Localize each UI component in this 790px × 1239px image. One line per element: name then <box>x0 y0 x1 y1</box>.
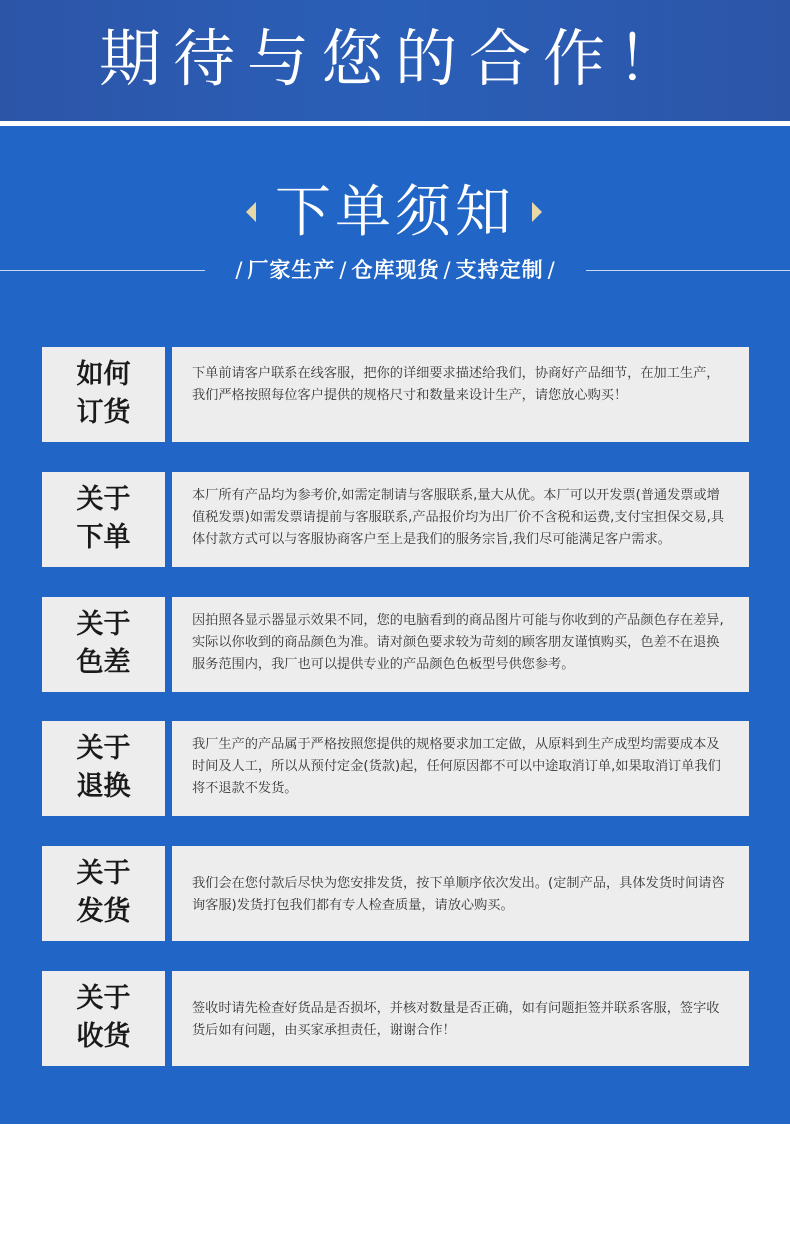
card-label <box>42 472 165 567</box>
card-label <box>42 721 165 816</box>
tagline-item: 支持定制 <box>455 258 544 282</box>
card-label <box>42 846 165 941</box>
card-label-line: 收货 <box>76 1021 131 1052</box>
tagline-item: 厂家生产 <box>247 258 336 282</box>
section-title: 下单须知 <box>275 180 515 245</box>
card-label-line: 下单 <box>76 522 131 553</box>
card-label <box>42 971 165 1066</box>
card-label-line: 发货 <box>76 896 131 927</box>
card-label-line: 关于 <box>76 609 131 640</box>
card-label-line: 关于 <box>76 983 131 1014</box>
card-label-line: 如何 <box>76 359 131 390</box>
card-label-line: 退换 <box>76 771 131 802</box>
card-text: 签收时请先检查好货品是否损坏，并核对数量是否正确，如有问题拒签并联系客服，签字收货后如有问题，由买家承担责任，谢谢合作！ <box>172 971 749 1066</box>
card-label-line: 关于 <box>76 733 131 764</box>
banner-title: 期待与您的合作！ <box>98 22 691 95</box>
card-label-line: 关于 <box>76 858 131 889</box>
tagline-item: 仓库现货 <box>351 258 440 282</box>
card-label <box>42 347 165 442</box>
divider-line-left <box>0 270 205 271</box>
card-label-line: 订货 <box>76 397 131 428</box>
notice-card-ordering <box>42 472 749 567</box>
card-label <box>42 597 165 692</box>
card-text: 因拍照各显示器显示效果不同，您的电脑看到的商品图片可能与你收到的产品颜色存在差异,实际以你收到的商品颜色为准。请对颜色要求较为苛刻的顾客朋友谨慎购买，色差不在退换服务范围内，我厂也可以提供专业的产品颜色色板型号供您参考。 <box>172 597 749 692</box>
tagline: / 厂家生产 / 仓库现货 / 支持定制 / <box>235 258 556 282</box>
notice-card-how-to-order <box>42 347 749 442</box>
card-text: 我们会在您付款后尽快为您安排发货，按下单顺序依次发出。(定制产品，具体发货时间请咨询客服)发货打包我们都有专人检查质量，请放心购买。 <box>172 846 749 941</box>
notice-card-receiving <box>42 971 749 1066</box>
card-text: 我厂生产的产品属于严格按照您提供的规格要求加工定做，从原料到生产成型均需要成本及时间及人工，所以从预付定金(货款)起，任何原因都不可以中途取消订单,如果取消订单我们将不退款不发货。 <box>172 721 749 816</box>
header-banner <box>0 0 790 121</box>
card-label-line: 关于 <box>76 484 131 515</box>
card-label-line: 色差 <box>76 647 131 678</box>
notice-card-shipping <box>42 846 749 941</box>
notice-card-returns <box>42 721 749 816</box>
divider-line-right <box>586 270 790 271</box>
card-text: 本厂所有产品均为参考价,如需定制请与客服联系,量大从优。本厂可以开发票(普通发票或增值税发票)如需发票请提前与客服联系,产品报价均为出厂价不含税和运费,支付宝担保交易,具体付款方式可以与客服协商客户至上是我们的服务宗旨,我们尽可能满足客户需求。 <box>172 472 749 567</box>
card-text: 下单前请客户联系在线客服，把你的详细要求描述给我们，协商好产品细节，在加工生产，我们严格按照每位客户提供的规格尺寸和数量来设计生产，请您放心购买！ <box>172 347 749 442</box>
arrow-right-icon <box>532 202 542 222</box>
notice-card-color-difference <box>42 597 749 692</box>
order-notice-section <box>0 126 790 1124</box>
